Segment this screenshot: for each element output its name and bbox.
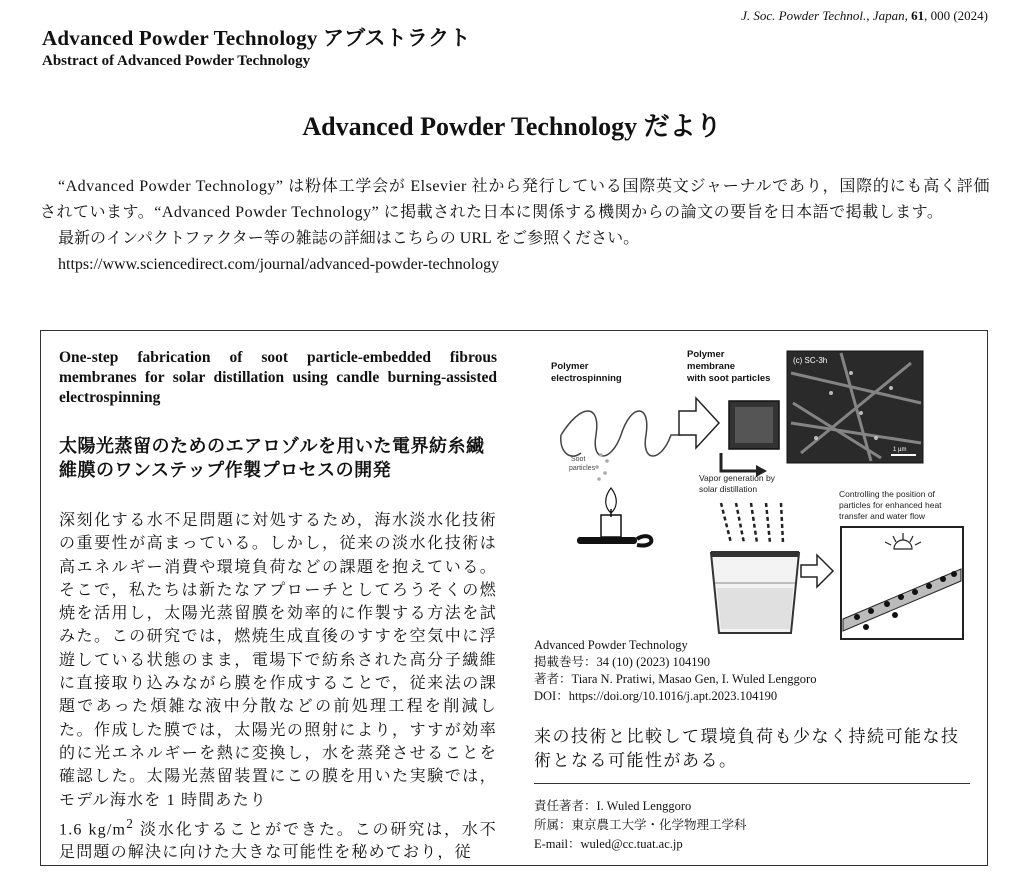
fig-label-membrane-3: with soot particles (687, 373, 771, 384)
header-subtitle: Abstract of Advanced Powder Technology (42, 53, 311, 69)
header-title: Advanced Powder Technology アブストラクト (42, 26, 471, 50)
journal-name: J. Soc. Powder Technol., Japan, (741, 8, 908, 23)
fig-label-ctrl-2: particles for enhanced heat (839, 500, 942, 510)
article-title-en: One-step fabrication of soot particle-embedded fibrous membranes for solar distillation using candle burning-assisted electrospinning (59, 349, 497, 406)
fig-label-electrospinning: electrospinning (551, 373, 622, 384)
affiliation: 所属：東京農工大学・化学物理工学科 (534, 818, 747, 832)
article-reference (534, 637, 816, 705)
ref-issue: 掲載巻号：34 (10) (2023) 104190 (534, 655, 711, 669)
article-title-jp: 太陽光蒸留のためのエアロゾルを用いた電界紡糸繊維膜のワンステップ作製プロセスの開発 (59, 436, 485, 481)
abstract-rate-sup: 2 (126, 815, 135, 831)
fig-label-soot-1: Soot (571, 456, 586, 463)
fig-label-soot-2: particles (569, 465, 596, 472)
journal-volume: 61 (911, 8, 925, 23)
fig-label-polymer: Polymer (551, 361, 589, 372)
abstract-rate: 1.6 kg/m (59, 821, 127, 839)
graphical-abstract-figure (541, 343, 981, 643)
fig-label-vapor-2: solar distillation (699, 484, 758, 494)
section-divider (534, 783, 970, 784)
fig-scale-label: 1 µm (893, 447, 907, 453)
page-title: Advanced Powder Technology だより (302, 112, 722, 141)
abstract-body-main: 深刻化する水不足問題に対処するため，海水淡水化技術の重要性が高まっている。しかし，従来の淡水化技術は高エネルギー消費や環境負荷などの課題を抱えている。そこで，私たちは新たなアプローチとしてろうそくの燃焼を活用し，太陽光蒸留膜を効率的に作製する方法を試みた。この研究では，燃焼生成直後のすすを空気中に浮遊している状態のまま，電場下で紡糸された高分子繊維に直接取り込みながら膜を作成することで，従来法の課題であった煩雑な液中分散などの前処理工程を削減した。作成した膜では，太陽光の照射により，すすが効率的に光エネルギーを熱に変換し，水を蒸発させることを確認した。太陽光蒸留装置にこの膜を用いた実験では，モデル海水を 1 時間あたり (59, 512, 498, 809)
journal-url-link[interactable]: https://www.sciencedirect.com/journal/advanced-powder-technology (58, 256, 500, 273)
ref-authors: 著者：Tiara N. Pratiwi, Masao Gen, I. Wuled Lenggoro (534, 672, 817, 686)
fig-label-membrane-1: Polymer (687, 349, 725, 360)
abstract-continuation: 来の技術と比較して環境負荷も少なく持続可能な技術となる可能性がある。 (534, 727, 960, 770)
abstract-body-end: 淡水化することができた。この研究は，水不足問題の解決に向けた大きな可能性を秘めており，従 (59, 821, 497, 862)
email-link[interactable]: E-mail：wuled@cc.tuat.ac.jp (534, 837, 683, 851)
abstract-box (40, 330, 988, 866)
ref-doi-link[interactable]: DOI：https://doi.org/10.1016/j.apt.2023.104190 (534, 689, 778, 703)
contact-info (534, 797, 747, 854)
fig-label-ctrl-1: Controlling the position of (839, 489, 935, 499)
corresponding-author: 責任著者：I. Wuled Lenggoro (534, 799, 692, 813)
journal-reference (741, 8, 988, 24)
intro-paragraph: “Advanced Powder Technology” は粉体工学会が Elsevier 社から発行している国際英文ジャーナルであり，国際的にも高く評価されています。“Advanced Powder Technology” に掲載された日本に関係する機関からの論文の要旨を日本語で掲載します。 (40, 178, 990, 221)
intro-section (40, 174, 990, 278)
ref-journal: Advanced Powder Technology (534, 638, 688, 652)
journal-issue: , 000 (2024) (924, 8, 988, 23)
intro-url-note: 最新のインパクトファクター等の雑誌の詳細はこちらの URL をご参照ください。 (58, 230, 640, 247)
abstract-body (59, 509, 497, 865)
fig-label-ctrl-3: transfer and water flow (839, 511, 925, 521)
fig-label-vapor-1: Vapor generation by (699, 473, 775, 483)
fig-sem-label: (c) SC-3h (793, 356, 828, 365)
fig-label-membrane-2: membrane (687, 361, 736, 372)
